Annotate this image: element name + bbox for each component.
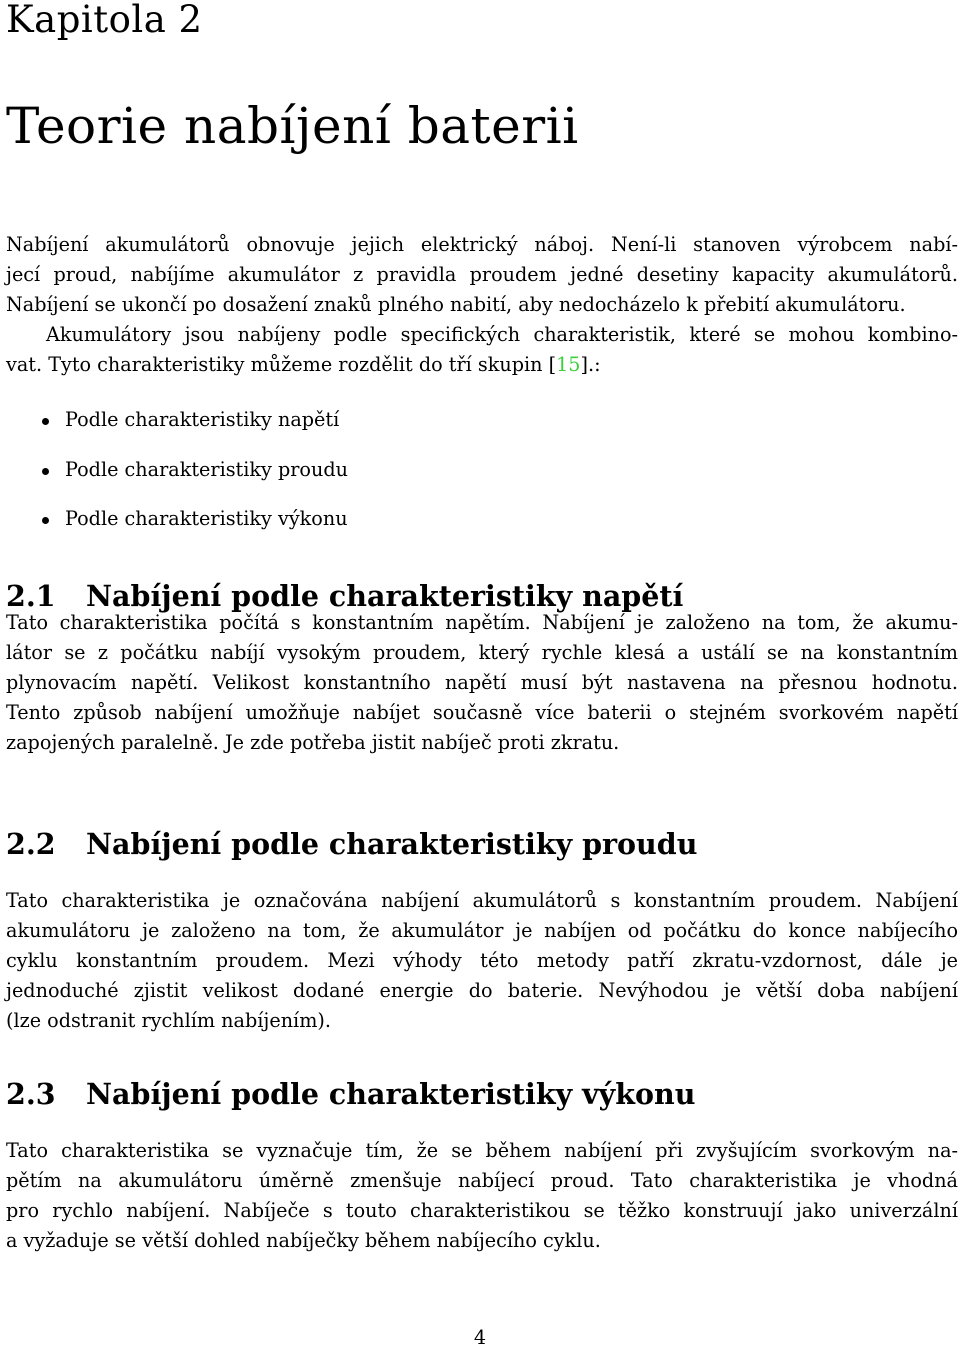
section-paragraph — [6, 1136, 958, 1256]
paragraph-line: akumulátoru je založeno na tom, že akumulátor je nabíjen od počátku do konce nabíjecího — [6, 919, 958, 942]
list-item — [0, 504, 348, 554]
paragraph-line: (lze odstranit rychlím nabíjením). — [6, 1009, 331, 1032]
list-item-text: Podle charakteristiky výkonu — [65, 507, 348, 530]
bullet-icon — [42, 517, 49, 524]
chapter-title: Teorie nabíjení baterii — [6, 97, 579, 155]
list-item — [0, 405, 348, 455]
paragraph-line-with-citation — [6, 350, 958, 380]
section-title: Nabíjení podle charakteristiky napětí — [86, 579, 684, 613]
chapter-label: Kapitola 2 — [6, 0, 203, 41]
paragraph-line: cyklu konstantním proudem. Mezi výhody této metody patří zkratu-vzdornost, dále je — [6, 949, 958, 972]
paragraph-line: Nabíjení akumulátorů obnovuje jejich elektrický náboj. Není-li stanoven výrobcem nabí- — [6, 233, 958, 256]
citation-suffix: ].: — [580, 353, 601, 376]
paragraph-line: Nabíjení se ukončí po dosažení znaků plného nabití, aby nedocházelo k přebití akumulátoru. — [6, 293, 906, 316]
bullet-list — [0, 405, 348, 554]
paragraph-line: Tato charakteristika počítá s konstantním napětím. Nabíjení je založeno na tom, že akumu- — [6, 611, 958, 634]
section-paragraph — [6, 608, 958, 758]
bullet-icon — [42, 468, 49, 475]
bullet-icon — [42, 418, 49, 425]
paragraph-line: Akumulátory jsou nabíjeny podle specifických charakteristik, které se mohou kombino- — [46, 323, 958, 346]
paragraph-line: a vyžaduje se větší dohled nabíječky během nabíjecího cyklu. — [6, 1229, 601, 1252]
intro-paragraph — [6, 230, 958, 380]
section-number: 2.2 — [6, 827, 56, 861]
paragraph-text: vat. Tyto charakteristiky můžeme rozdělit do tří skupin [ — [6, 353, 557, 376]
citation-link[interactable]: 15 — [556, 353, 581, 376]
paragraph-line: pro rychlo nabíjení. Nabíječe s touto charakteristikou se těžko konstruují jako univerzální — [6, 1199, 958, 1222]
list-item — [0, 455, 348, 505]
section-paragraph — [6, 886, 958, 1036]
section-title: Nabíjení podle charakteristiky výkonu — [86, 1077, 696, 1111]
paragraph-line: plynovacím napětí. Velikost konstantního napětí musí být nastavena na přesnou hodnotu. — [6, 671, 958, 694]
paragraph-line: látor se z počátku nabíjí vysokým proudem, který rychle klesá a ustálí se na konstantním — [6, 641, 958, 664]
paragraph-line: Tento způsob nabíjení umožňuje nabíjet současně více baterii o stejném svorkovém napětí — [6, 701, 958, 724]
paragraph-line: jecí proud, nabíjíme akumulátor z pravidla proudem jedné desetiny kapacity akumulátorů. — [6, 263, 958, 286]
paragraph-line: Tato charakteristika je označována nabíjení akumulátorů s konstantním proudem. Nabíjení — [6, 889, 958, 912]
paragraph-line: jednoduché zjistit velikost dodané energie do baterie. Nevýhodou je větší doba nabíjení — [6, 979, 958, 1002]
section-title: Nabíjení podle charakteristiky proudu — [86, 827, 698, 861]
section-heading — [6, 1076, 695, 1112]
paragraph-line: Tato charakteristika se vyznačuje tím, že se během nabíjení při zvyšujícím svorkovým na- — [6, 1139, 958, 1162]
page-number: 4 — [473, 1326, 487, 1349]
section-number: 2.3 — [6, 1077, 56, 1111]
list-item-text: Podle charakteristiky proudu — [65, 457, 348, 481]
list-item-text: Podle charakteristiky napětí — [65, 408, 340, 431]
paragraph-line: pětím na akumulátoru úměrně zmenšuje nabíjecí proud. Tato charakteristika je vhodná — [6, 1169, 958, 1192]
section-number: 2.1 — [6, 579, 56, 613]
paragraph-line: zapojených paralelně. Je zde potřeba jistit nabíječ proti zkratu. — [6, 731, 620, 754]
section-heading — [6, 826, 697, 862]
